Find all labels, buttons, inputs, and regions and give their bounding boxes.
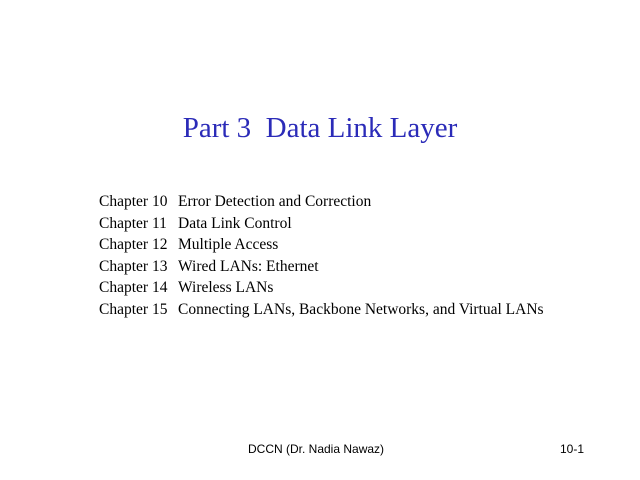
chapter-number: Chapter 12 [99, 236, 168, 253]
chapter-item [99, 299, 544, 321]
chapter-item [99, 277, 544, 299]
chapter-number: Chapter 11 [99, 214, 167, 232]
chapter-item [99, 234, 544, 256]
chapter-list [99, 191, 544, 320]
chapter-title: Connecting LANs, Backbone Networks, and Virtual LANs [178, 300, 544, 318]
slide-title: Part 3 Data Link Layer [182, 112, 458, 144]
chapter-title: Multiple Access [178, 236, 279, 253]
footer-course: DCCN (Dr. Nadia Nawaz) [248, 442, 385, 456]
chapter-item [99, 191, 544, 213]
chapter-number: Chapter 13 [99, 257, 168, 275]
chapter-number: Chapter 14 [99, 279, 168, 296]
chapter-title: Data Link Control [178, 214, 292, 232]
chapter-title: Error Detection and Correction [178, 193, 372, 210]
chapter-number: Chapter 10 [99, 193, 168, 210]
chapter-title: Wireless LANs [178, 279, 274, 296]
chapter-item [99, 213, 544, 235]
chapter-number: Chapter 15 [99, 300, 168, 318]
footer-slide-number: 10-1 [560, 442, 585, 456]
chapter-title: Wired LANs: Ethernet [178, 257, 319, 275]
chapter-item [99, 256, 544, 278]
